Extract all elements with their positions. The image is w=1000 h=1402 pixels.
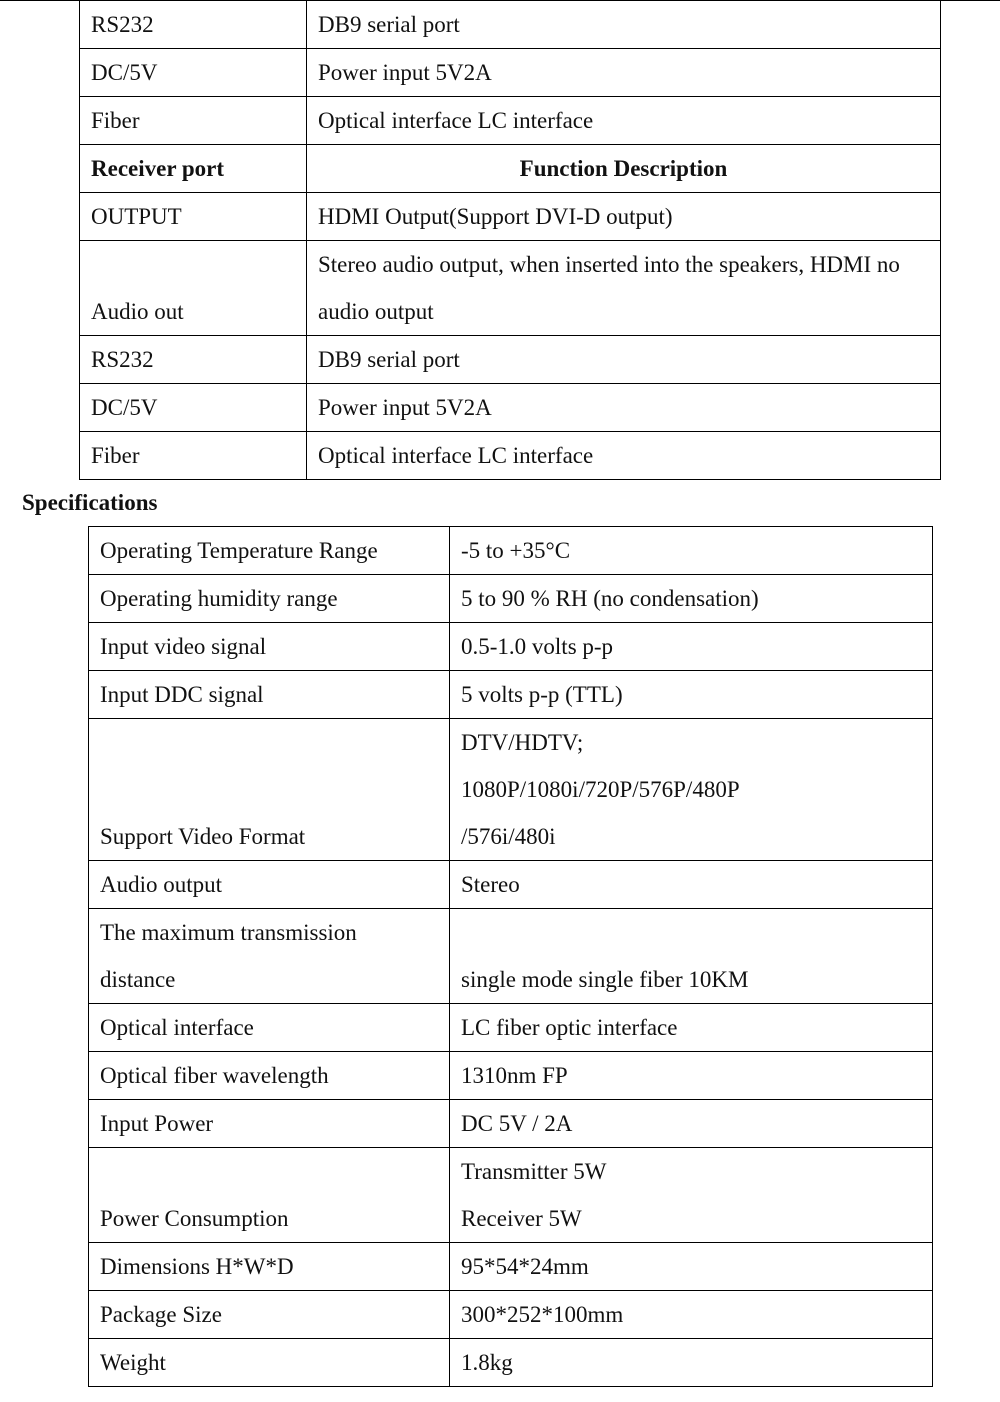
spec-row [89,1339,933,1387]
spec-row [89,1100,933,1148]
spec-label-cell [89,575,450,623]
spec-value-cell [450,1052,933,1100]
spec-value-cell [450,527,933,575]
receiver-port-row [80,384,941,432]
spec-value-line: Receiver 5W [461,1206,582,1231]
spec-value-line: /576i/480i [461,824,556,849]
port-name-cell: DC/5V [80,49,307,97]
spec-value-cell [450,1100,933,1148]
spec-row [89,909,933,1004]
spec-value-cell [450,1148,933,1243]
receiver-port-header: Receiver port [80,145,307,193]
spec-value-line: LC fiber optic interface [461,1015,678,1040]
spec-row [89,1243,933,1291]
receiver-port-row [80,336,941,384]
spec-label-line: The maximum transmission [100,920,357,945]
spec-value-cell [450,1291,933,1339]
spec-label-cell [89,1100,450,1148]
spec-label-cell [89,671,450,719]
spec-value-cell [450,623,933,671]
port-description-line: Stereo audio output, when inserted into the speakers, HDMI no [318,252,900,277]
port-description-line: DB9 serial port [318,347,460,372]
spec-label-cell [89,1291,450,1339]
spec-label-line: Weight [100,1350,166,1375]
spec-label-line: Input video signal [100,634,267,659]
function-description-header: Function Description [307,145,941,193]
spec-label-cell [89,861,450,909]
spec-label-cell [89,719,450,861]
spec-label-cell [89,1148,450,1243]
specifications-heading: Specifications [22,490,158,515]
spec-value-line: Stereo [461,872,520,897]
spec-value-line: 5 to 90 % RH (no condensation) [461,586,759,611]
port-name-cell: RS232 [80,336,307,384]
transmitter-port-row [80,1,941,49]
spec-value-cell [450,1004,933,1052]
spec-label-line: Package Size [100,1302,222,1327]
spec-label-cell [89,623,450,671]
spec-label-line: Input Power [100,1111,214,1136]
receiver-port-row [80,241,941,336]
receiver-port-row [80,193,941,241]
spec-value-line: 0.5-1.0 volts p-p [461,634,614,659]
spec-row [89,1004,933,1052]
port-function-table [79,0,941,480]
spec-label-cell [89,1243,450,1291]
port-description-line: DB9 serial port [318,12,460,37]
spec-row [89,1052,933,1100]
spec-label-line: Dimensions H*W*D [100,1254,294,1279]
spec-label-cell [89,909,450,1004]
spec-row [89,623,933,671]
port-description-cell [307,97,941,145]
spec-label-line: Operating Temperature Range [100,538,378,563]
port-name-cell: Fiber [80,432,307,480]
spec-label-cell [89,1052,450,1100]
spec-value-cell [450,909,933,1004]
spec-label-cell [89,1004,450,1052]
spec-row [89,527,933,575]
port-description-cell [307,49,941,97]
spec-row [89,719,933,861]
spec-value-line: single mode single fiber 10KM [461,967,749,992]
spec-value-cell [450,671,933,719]
port-description-cell [307,336,941,384]
port-description-line: Power input 5V2A [318,395,492,420]
spec-value-cell [450,719,933,861]
port-description-cell [307,241,941,336]
spec-value-line: 1.8kg [461,1350,513,1375]
port-description-line: Optical interface LC interface [318,443,594,468]
port-description-line: Optical interface LC interface [318,108,594,133]
port-description-line: Power input 5V2A [318,60,492,85]
spec-label-line: Input DDC signal [100,682,264,707]
spec-label-line: Power Consumption [100,1206,289,1231]
spec-label-cell [89,527,450,575]
port-name-cell: Fiber [80,97,307,145]
port-description-cell [307,432,941,480]
spec-label-line: Support Video Format [100,824,306,849]
port-description-cell [307,384,941,432]
spec-value-line: 1310nm FP [461,1063,568,1088]
spec-row [89,1148,933,1243]
spec-row [89,575,933,623]
spec-row [89,1291,933,1339]
spec-value-line: 95*54*24mm [461,1254,589,1279]
spec-value-line: 300*252*100mm [461,1302,624,1327]
spec-label-cell [89,1339,450,1387]
transmitter-port-row [80,49,941,97]
spec-label-line: distance [100,967,176,992]
spec-row [89,671,933,719]
port-description-cell [307,1,941,49]
spec-value-line: 1080P/1080i/720P/576P/480P [461,777,740,802]
port-name-cell: Audio out [80,241,307,336]
spec-label-line: Operating humidity range [100,586,338,611]
port-name-cell: DC/5V [80,384,307,432]
spec-value-line: DC 5V / 2A [461,1111,573,1136]
port-description-cell [307,193,941,241]
receiver-header-row [80,145,941,193]
spec-value-line: DTV/HDTV; [461,730,584,755]
port-description-line: audio output [318,299,434,324]
spec-value-cell [450,1243,933,1291]
spec-label-line: Optical interface [100,1015,254,1040]
transmitter-port-row [80,97,941,145]
specifications-table [88,526,933,1387]
port-name-cell: RS232 [80,1,307,49]
spec-value-line: Transmitter 5W [461,1159,607,1184]
receiver-port-row [80,432,941,480]
spec-label-line: Audio output [100,872,223,897]
spec-value-cell [450,1339,933,1387]
spec-value-cell [450,861,933,909]
spec-label-line: Optical fiber wavelength [100,1063,329,1088]
spec-row [89,861,933,909]
spec-value-line: 5 volts p-p (TTL) [461,682,623,707]
port-name-cell: OUTPUT [80,193,307,241]
port-description-line: HDMI Output(Support DVI-D output) [318,204,673,229]
spec-value-cell [450,575,933,623]
spec-value-line: -5 to +35°C [461,538,571,563]
